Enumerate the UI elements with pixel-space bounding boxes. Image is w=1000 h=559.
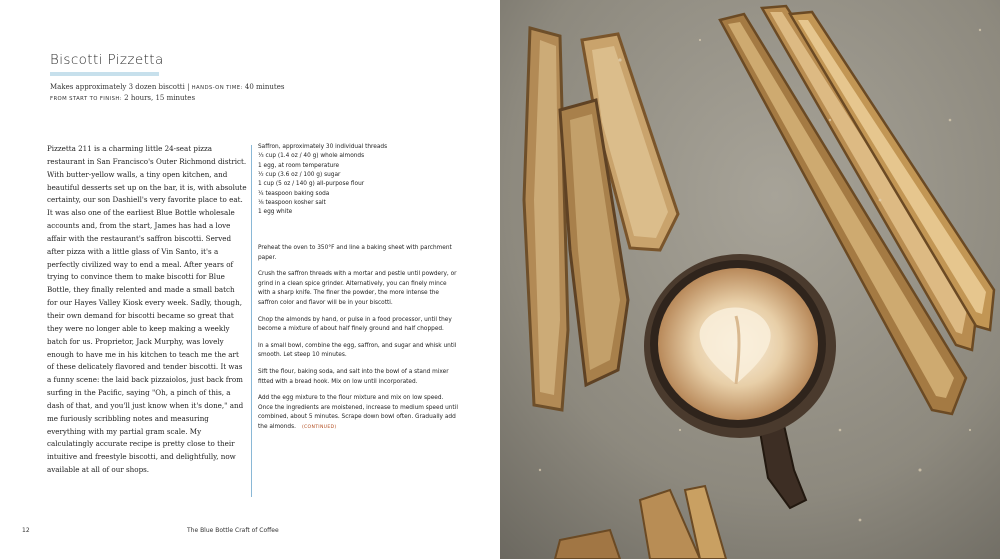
continued-marker: (CONTINUED) [301, 424, 337, 430]
ingredients-list [258, 143, 473, 218]
method-step: Sift the flour, baking soda, and salt into the bowl of a stand mixer fitted with a bread hook. Mix on low until incorporated. [258, 368, 449, 385]
ingredient-item: ¼ teaspoon baking soda [258, 190, 330, 197]
ingredient-item: 1 egg, at room temperature [258, 162, 340, 169]
method-step: In a small bowl, combine the egg, saffron, and sugar and whisk until smooth. Let steep 10 minutes. [258, 342, 457, 359]
method-step: Chop the almonds by hand, or pulse in a food processor, until they become a mixture of about half finely ground and half chopped. [258, 316, 452, 333]
method-step [258, 394, 458, 432]
recipe-title: Biscotti Pizzetta [50, 52, 164, 68]
recipe-time-line [50, 94, 195, 102]
ingredient-item: 1 egg white [258, 209, 293, 216]
recipe-yield: Makes approximately 3 dozen biscotti [50, 83, 185, 91]
title-underline [50, 72, 159, 76]
method-step: Crush the saffron threads with a mortar and pestle until powdery, or grind in a clean spice grinder. Alternatively, you can finely mince with a sharp knife. The finer the powder, the more intense the saffron color and flavor will be in your biscotti. [258, 271, 457, 306]
ingredient-item: ⅓ cup (1.4 oz / 40 g) whole almonds [258, 153, 365, 160]
start-to-finish-label: FROM START TO FINISH: [50, 96, 122, 102]
column-divider [251, 145, 252, 497]
method-step: Preheat the oven to 350°F and line a baking sheet with parchment paper. [258, 245, 452, 261]
hands-on-value: 40 minutes [244, 83, 285, 91]
ingredient-item: ⅛ teaspoon kosher salt [258, 200, 326, 207]
method-steps [258, 244, 458, 440]
intro-story: Pizzetta 211 is a charming little 24-seat pizza restaurant in San Francisco's Outer Richmond district. With butter-yellow walls, a tiny open kitchen, and beautiful desserts set up on the bar, it is, with absolute certainty, our son Dashiell's very favorite place to eat. It was also one of the earliest Blue Bottle wholesale accounts and, from the start, James has had a love affair with the restaurant's saffron biscotti. Served after pizza with a little glass of Vin Santo, it's a perfectly civilized way to end a meal. After years of trying to convince them to make biscotti for Blue Bottle, they finally relented and made a small batch for our Hayes Valley Kiosk every week. Sadly, though, their own demand for biscotti became so great that they were no longer able to keep making a weekly batch for us. Proprietor, Jack Murphy, was lovely enough to have me in his kitchen to teach me the art of these delicately flavored and tender biscotti. It was a funny scene: the laid back pizzaiolos, just back from surfing in the Pacific, saying "Oh, a pinch of this, a dash of that, and you'll just know when it's done," and me furiously scribbling notes and measuring everything with my partial gram scale. My calculatingly accurate recipe is pretty close to their intuitive and freestyle biscotti, and delightfully, now available at all of our shops. [47, 144, 247, 475]
ingredient-item: 1 cup (5 oz / 140 g) all-purpose flour [258, 181, 365, 188]
biscotti-coffee-photo [500, 0, 1000, 559]
photo-illustration [500, 0, 1000, 559]
hands-on-label: HANDS-ON TIME: [191, 85, 243, 91]
ingredient-item: ½ cup (3.6 oz / 100 g) sugar [258, 172, 341, 179]
ingredient-item: Saffron, approximately 30 individual threads [258, 144, 388, 150]
running-footer: The Blue Bottle Craft of Coffee [187, 527, 279, 534]
method-step-text: Add the egg mixture to the flour mixture and mix on low speed. Once the ingredients are moistened, increase to medium speed until combined, about 5 minutes. Scrape down bowl often. Gradually add the almonds. [258, 395, 458, 430]
page-number: 12 [22, 527, 30, 534]
recipe-yield-line: Makes approximately 3 dozen biscotti | HANDS-ON TIME: 40 minutes [50, 83, 285, 91]
start-to-finish-value: 2 hours, 15 minutes [124, 94, 196, 102]
